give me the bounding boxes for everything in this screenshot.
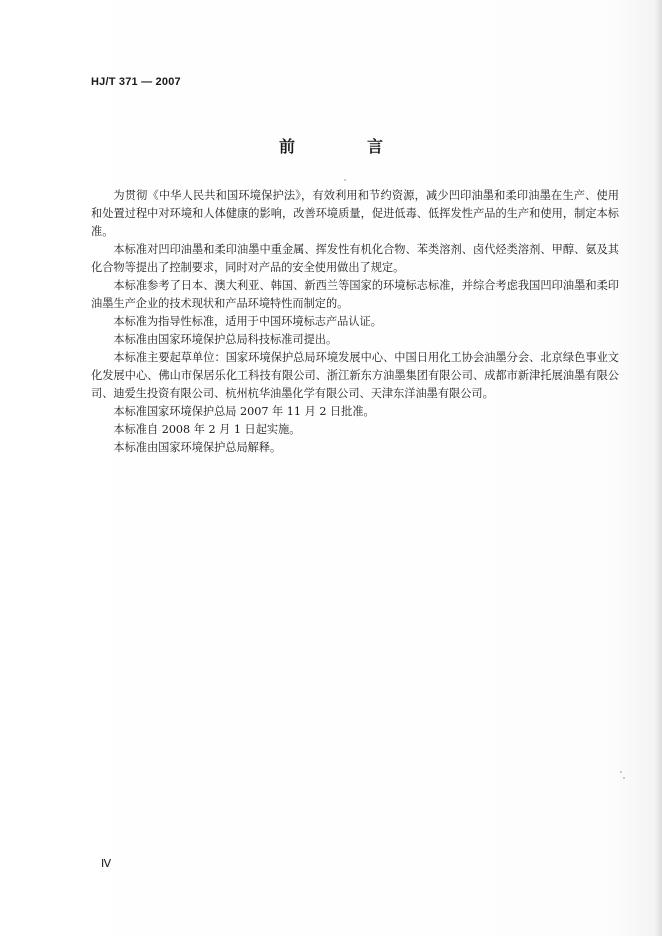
page-number: Ⅳ xyxy=(101,858,112,870)
paragraph-effective-date: 本标准自 2008 年 2 月 1 日起实施。 xyxy=(113,423,301,436)
preface-body xyxy=(91,187,619,457)
paragraph-drafters: 本标准主要起草单位：国家环境保护总局环境发展中心、中国日用化工协会油墨分会、北京绿色事业文化发展中心、佛山市保居乐化工科技有限公司、浙江新东方油墨集团有限公司、成都市新津托展油墨有限公司、迪爱生投资有限公司、杭州杭华油墨化学有限公司、天津东洋油墨有限公司。 xyxy=(91,351,619,400)
scan-speck xyxy=(620,771,622,773)
paragraph-guidance: 本标准为指导性标准，适用于中国环境标志产品认证。 xyxy=(113,315,382,328)
paragraph-purpose: 为贯彻《中华人民共和国环境保护法》，有效利用和节约资源，减少凹印油墨和柔印油墨在生产、使用和处置过程中对环境和人体健康的影响，改善环境质量，促进低毒、低挥发性产品的生产和使用，制定本标准。 xyxy=(91,189,619,238)
paragraph-interpretation: 本标准由国家环境保护总局解释。 xyxy=(113,441,282,454)
paragraph-proposer: 本标准由国家环境保护总局科技标准司提出。 xyxy=(113,333,338,346)
standard-code: HJ/T 371 — 2007 xyxy=(91,76,181,88)
scan-speck xyxy=(344,179,346,181)
paragraph-scope-controls: 本标准对凹印油墨和柔印油墨中重金属、挥发性有机化合物、苯类溶剂、卤代烃类溶剂、甲醇、氨及其化合物等提出了控制要求，同时对产品的安全使用做出了规定。 xyxy=(91,243,619,274)
scan-speck xyxy=(623,777,625,779)
paragraph-references: 本标准参考了日本、澳大利亚、韩国、新西兰等国家的环境标志标准，并综合考虑我国凹印油墨和柔印油墨生产企业的技术现状和产品环境特性而制定的。 xyxy=(91,279,619,310)
page-title: 前 言 xyxy=(278,137,411,156)
paragraph-approval: 本标准国家环境保护总局 2007 年 11 月 2 日批准。 xyxy=(113,405,375,418)
